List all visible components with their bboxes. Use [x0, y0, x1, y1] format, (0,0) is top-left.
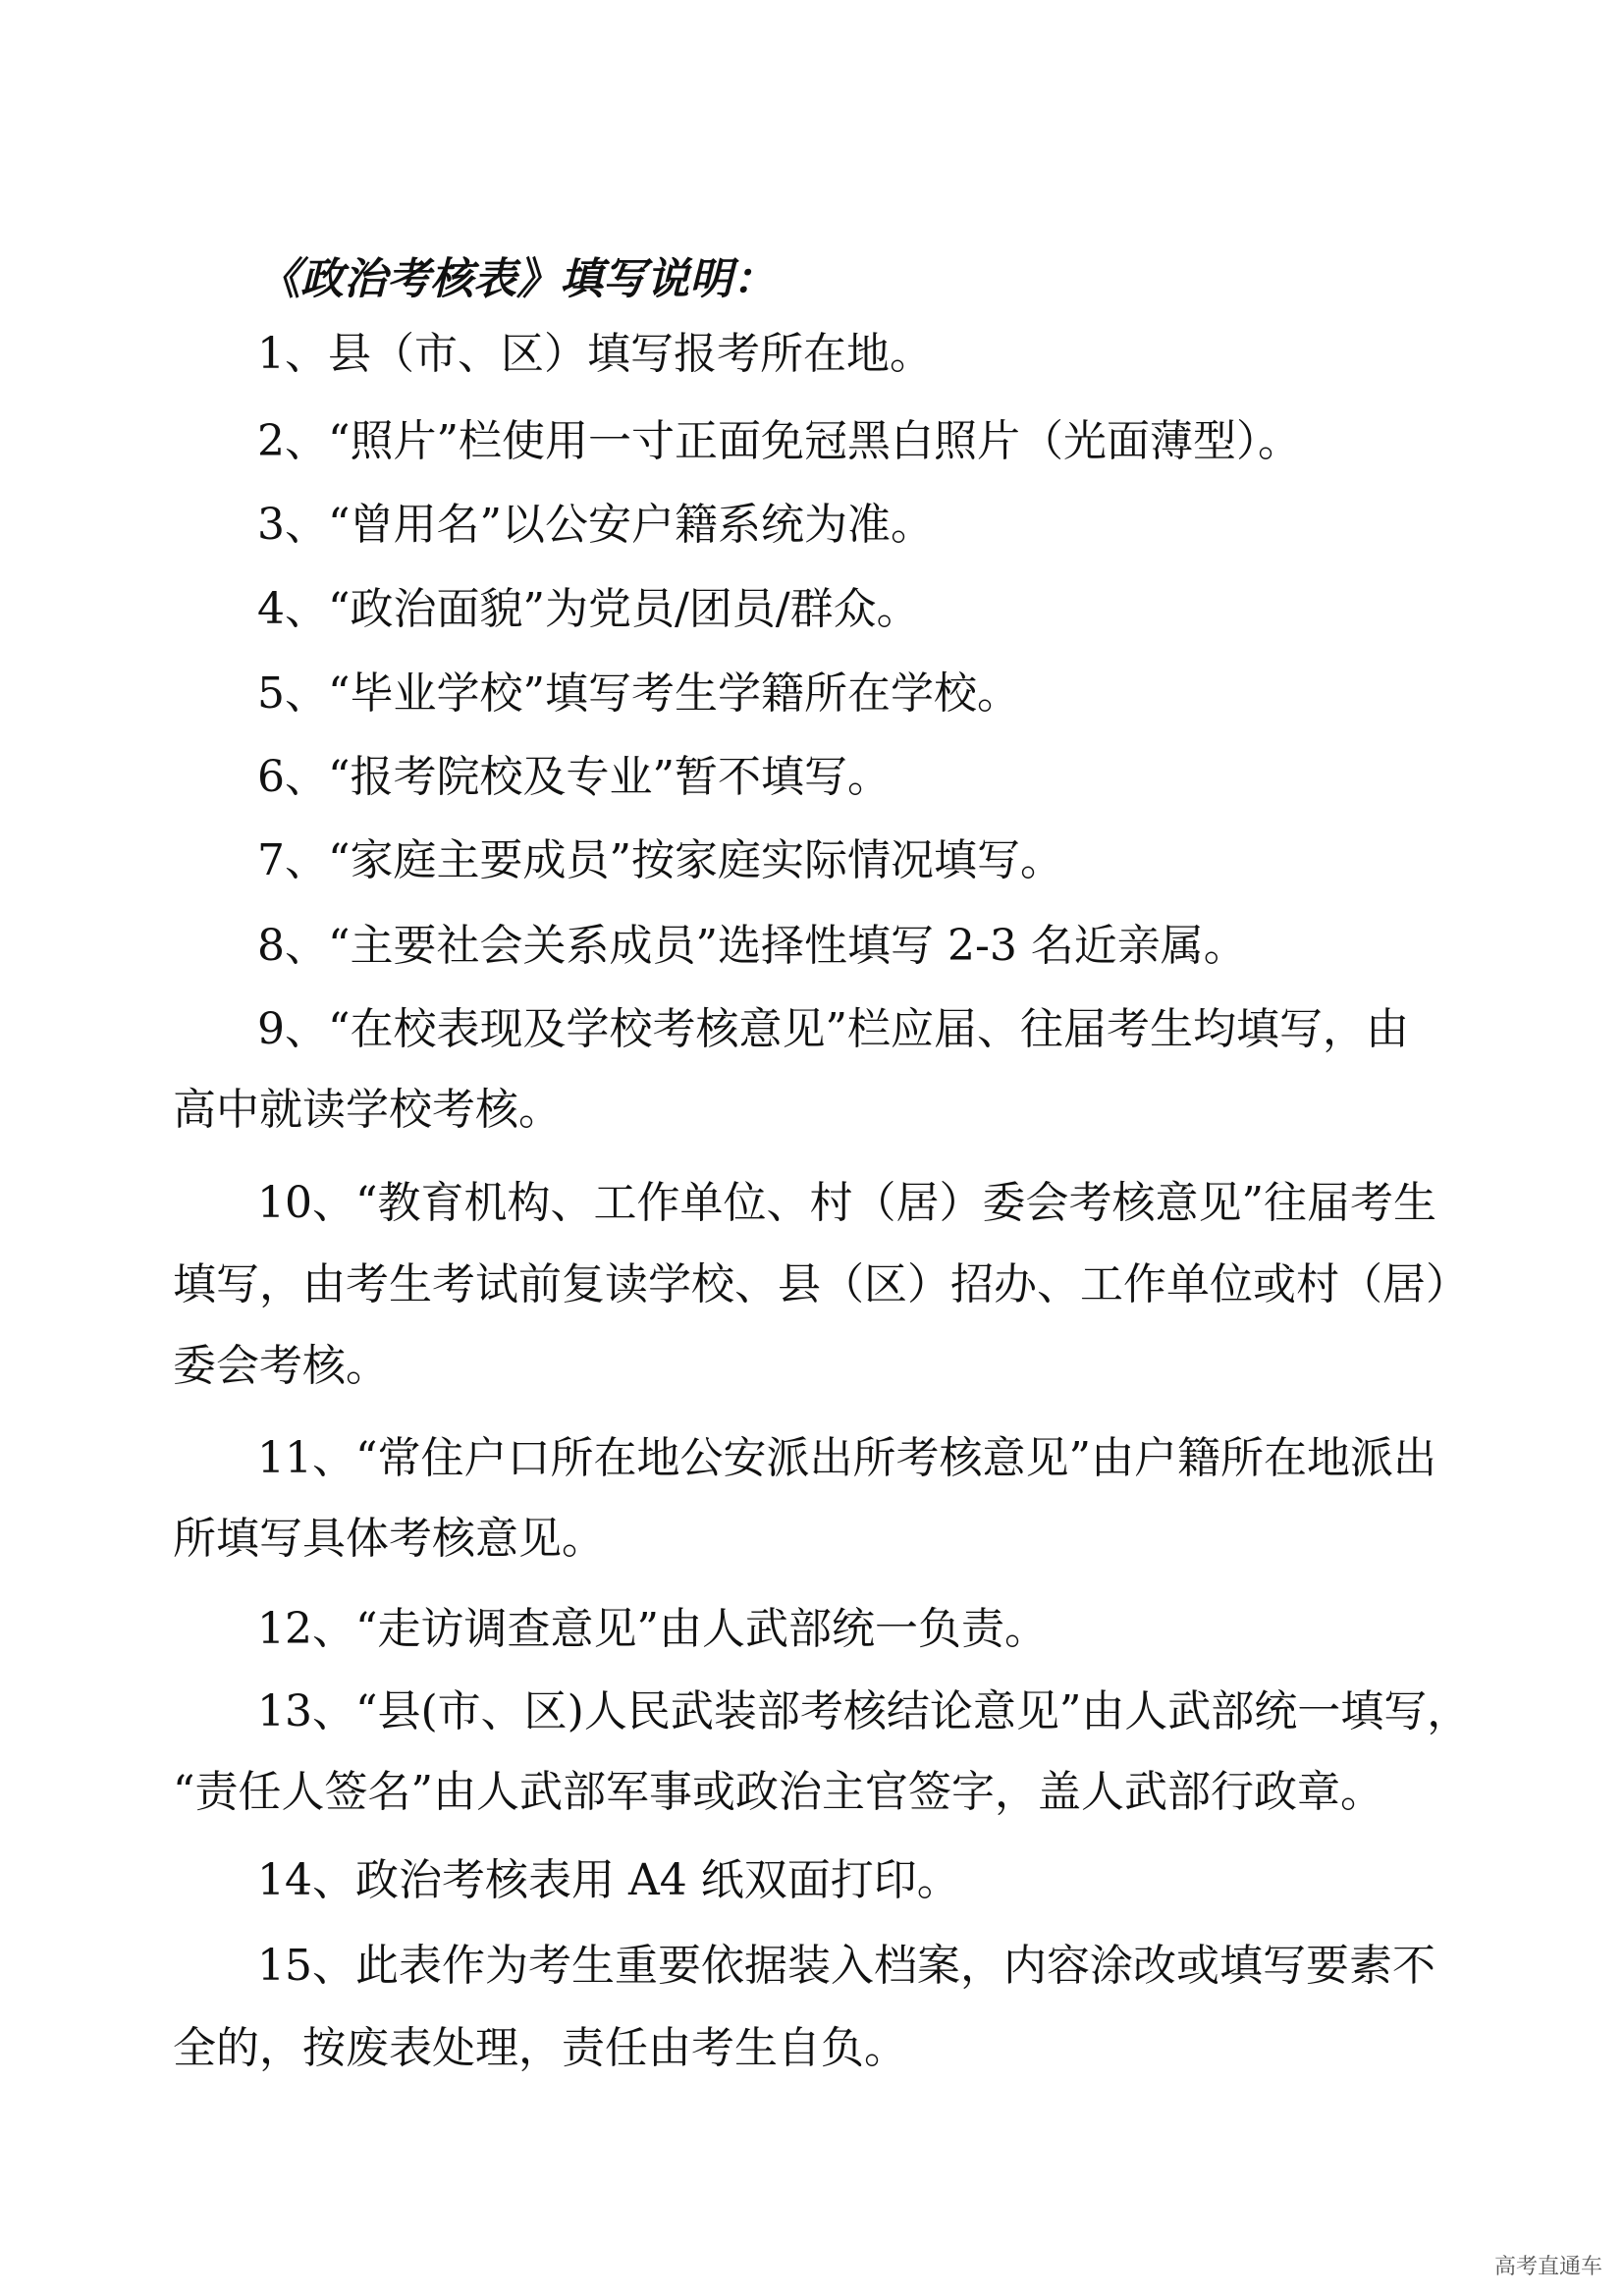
instruction-line: 2、“照片”栏使用一寸正面免冠黑白照片（光面薄型）。	[257, 416, 1301, 466]
watermark: 高考直通车	[1493, 2255, 1602, 2279]
instruction-line: “责任人签名”由人武部军事或政治主官签字，盖人武部行政章。	[173, 1767, 1383, 1817]
document-title: 《政治考核表》填写说明：	[257, 254, 776, 304]
instruction-line: 所填写具体考核意见。	[173, 1514, 605, 1564]
instruction-line: 10、“教育机构、工作单位、村（居）委会考核意见”往届考生	[257, 1178, 1436, 1228]
instruction-line: 9、“在校表现及学校考核意见”栏应届、往届考生均填写，由	[257, 1004, 1409, 1054]
instruction-line: 4、“政治面貌”为党员/团员/群众。	[257, 584, 920, 634]
instruction-line: 全的，按废表处理，责任由考生自负。	[173, 2023, 907, 2073]
instruction-line: 6、“报考院校及专业”暂不填写。	[257, 752, 891, 802]
instruction-line: 8、“主要社会关系成员”选择性填写 2-3 名近亲属。	[257, 921, 1247, 971]
instruction-line: 委会考核。	[173, 1341, 389, 1391]
instruction-line: 12、“走访调查意见”由人武部统一负责。	[257, 1604, 1048, 1654]
instruction-line: 11、“常住户口所在地公安派出所考核意见”由户籍所在地派出	[257, 1433, 1436, 1483]
instruction-line: 3、“曾用名”以公安户籍系统为准。	[257, 500, 934, 550]
instruction-line: 填写，由考生考试前复读学校、县（区）招办、工作单位或村（居）	[173, 1259, 1469, 1309]
instruction-line: 7、“家庭主要成员”按家庭实际情况填写。	[257, 835, 1063, 885]
instruction-line: 高中就读学校考核。	[173, 1085, 562, 1135]
instruction-line: 1、县（市、区）填写报考所在地。	[257, 329, 933, 379]
instruction-line: 14、政治考核表用 A4 纸双面打印。	[257, 1855, 960, 1905]
instruction-line: 13、“县(市、区)人民武装部考核结论意见”由人武部统一填写，	[257, 1686, 1471, 1736]
instruction-line: 5、“毕业学校”填写考生学籍所在学校。	[257, 668, 1020, 719]
instruction-line: 15、此表作为考生重要依据装入档案，内容涂改或填写要素不	[257, 1941, 1435, 1991]
